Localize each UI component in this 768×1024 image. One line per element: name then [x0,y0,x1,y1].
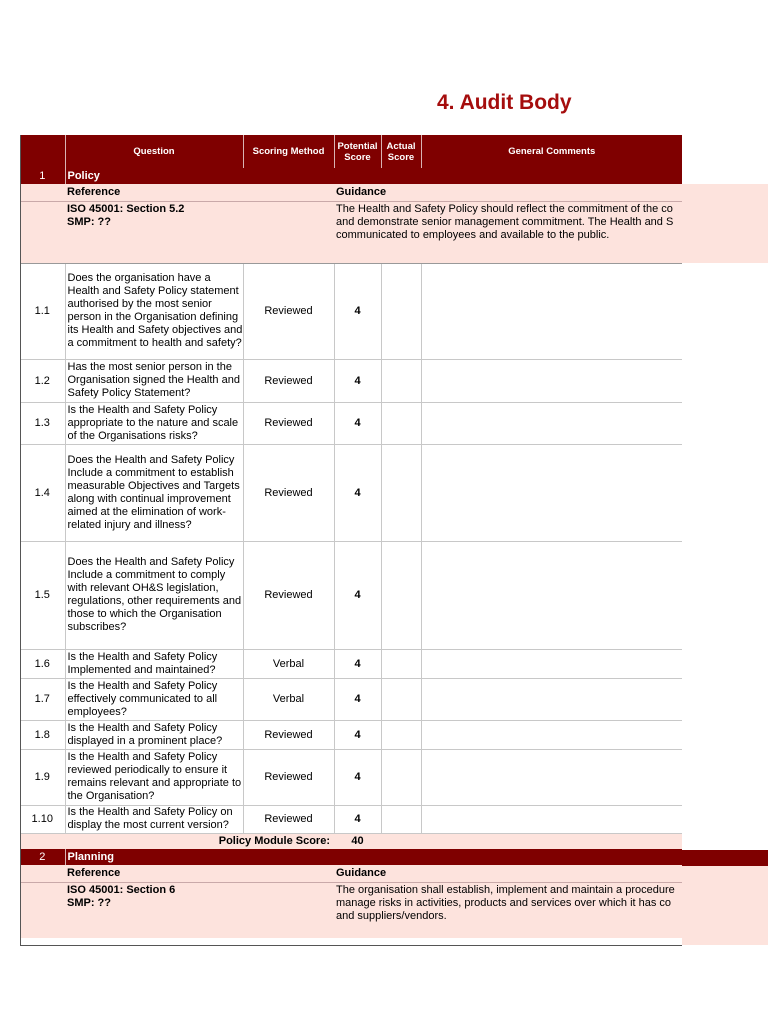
reference-line: ISO 45001: Section 5.2 [67,202,185,215]
module-score-row [20,833,682,849]
question-text: Does the Health and Safety Policy Include a commitment to comply with relevant OH&S legislation, regulations, other requirements and those to which the Organisation subscribes? [65,541,243,649]
reference-text [65,201,334,263]
potential-score: 4 [334,720,381,749]
question-row [20,678,682,720]
question-row [20,749,682,805]
guidance-text [334,882,682,938]
guidance-text [334,201,682,263]
scoring-method: Reviewed [243,720,334,749]
actual-score-cell[interactable] [381,359,421,402]
actual-score-cell[interactable] [381,720,421,749]
header-potential-score: Potential Score [334,135,381,168]
scoring-method: Verbal [243,649,334,678]
reference-line: SMP: ?? [67,215,111,228]
question-text: Is the Health and Safety Policy reviewed periodically to ensure it remains relevant and appropriate to the Organisation? [65,749,243,805]
actual-score-cell[interactable] [381,444,421,541]
general-comments-cell[interactable] [421,444,682,541]
question-number: 1.7 [20,678,65,720]
question-number: 1.8 [20,720,65,749]
question-number: 1.6 [20,649,65,678]
section-number: 2 [20,849,65,865]
module-score-value: 40 [334,833,381,849]
sheet-bottom-border [20,945,682,946]
scoring-method: Reviewed [243,749,334,805]
general-comments-cell[interactable] [421,263,682,359]
actual-score-cell[interactable] [381,402,421,444]
scoring-method: Reviewed [243,402,334,444]
general-comments-cell[interactable] [421,805,682,833]
scoring-method: Reviewed [243,805,334,833]
potential-score: 4 [334,541,381,649]
section-number: 1 [20,168,65,184]
section-row [20,168,682,184]
actual-score-cell[interactable] [381,678,421,720]
general-comments-cell[interactable] [421,359,682,402]
scoring-method: Reviewed [243,359,334,402]
general-comments-cell[interactable] [421,541,682,649]
reference-header-row [20,184,682,201]
general-comments-cell[interactable] [421,402,682,444]
potential-score: 4 [334,359,381,402]
reference-band-extension [682,866,768,945]
audit-sheet [20,135,682,946]
potential-score: 4 [334,805,381,833]
section-name: Policy [65,168,682,184]
question-text: Is the Health and Safety Policy effectively communicated to all employees? [65,678,243,720]
potential-score: 4 [334,649,381,678]
actual-score-cell[interactable] [381,541,421,649]
question-number: 1.5 [20,541,65,649]
question-number: 1.3 [20,402,65,444]
question-text: Has the most senior person in the Organisation signed the Health and Safety Policy Statement? [65,359,243,402]
scoring-method: Reviewed [243,444,334,541]
question-row [20,444,682,541]
page-title: 4. Audit Body [437,91,572,114]
header-general-comments: General Comments [421,135,682,168]
reference-body-row [20,882,682,938]
guidance-line: and demonstrate senior management commitment. The Health and S [336,215,674,228]
question-row [20,263,682,359]
general-comments-cell[interactable] [421,720,682,749]
reference-label: Reference [65,865,334,882]
reference-text [65,882,334,938]
potential-score: 4 [334,749,381,805]
question-text: Is the Health and Safety Policy appropriate to the nature and scale of the Organisations risks? [65,402,243,444]
potential-score: 4 [334,263,381,359]
general-comments-cell[interactable] [421,678,682,720]
actual-score-cell[interactable] [381,649,421,678]
guidance-label: Guidance [334,865,682,882]
actual-score-cell[interactable] [381,263,421,359]
guidance-line: manage risks in activities, products and services over which it has co [336,896,672,909]
potential-score: 4 [334,402,381,444]
section-name: Planning [65,849,682,865]
question-text: Does the organisation have a Health and Safety Policy statement authorised by the most senior person in the Organisation defining its Health and Safety objectives and a commitment to health and safety? [65,263,243,359]
question-text: Is the Health and Safety Policy on display the most current version? [65,805,243,833]
question-text: Is the Health and Safety Policy displayed in a prominent place? [65,720,243,749]
potential-score: 4 [334,678,381,720]
question-row [20,805,682,833]
question-text: Does the Health and Safety Policy Include a commitment to establish measurable Objectives and Targets along with continual improvement aimed at the elimination of work-related injury and illness? [65,444,243,541]
reference-band-extension [682,184,768,263]
scoring-method: Reviewed [243,541,334,649]
question-row [20,720,682,749]
question-number: 1.4 [20,444,65,541]
general-comments-cell[interactable] [421,649,682,678]
scoring-method: Reviewed [243,263,334,359]
section-band-extension [682,850,768,866]
question-number: 1.1 [20,263,65,359]
header-question: Question [65,135,243,168]
question-row [20,649,682,678]
question-text: Is the Health and Safety Policy Implemented and maintained? [65,649,243,678]
guidance-line: communicated to employees and available to the public. [336,228,610,241]
question-row [20,359,682,402]
reference-label: Reference [65,184,334,201]
sheet-left-border [20,135,21,946]
guidance-label: Guidance [334,184,682,201]
potential-score: 4 [334,444,381,541]
question-row [20,541,682,649]
header-actual-score: Actual Score [381,135,421,168]
reference-header-row [20,865,682,882]
question-number: 1.2 [20,359,65,402]
reference-body-row [20,201,682,263]
question-row [20,402,682,444]
module-score-label: Policy Module Score: [20,833,334,849]
general-comments-cell[interactable] [421,749,682,805]
guidance-line: The Health and Safety Policy should reflect the commitment of the co [336,202,673,215]
question-number: 1.10 [20,805,65,833]
header-number [20,135,65,168]
guidance-line: and suppliers/vendors. [336,909,447,922]
audit-table [20,135,682,938]
actual-score-cell[interactable] [381,749,421,805]
guidance-line: The organisation shall establish, implement and maintain a procedure [336,883,675,896]
question-number: 1.9 [20,749,65,805]
table-header-row [20,135,682,168]
header-scoring-method: Scoring Method [243,135,334,168]
actual-score-cell[interactable] [381,805,421,833]
reference-line: SMP: ?? [67,896,111,909]
section-row [20,849,682,865]
scoring-method: Verbal [243,678,334,720]
reference-line: ISO 45001: Section 6 [67,883,176,896]
